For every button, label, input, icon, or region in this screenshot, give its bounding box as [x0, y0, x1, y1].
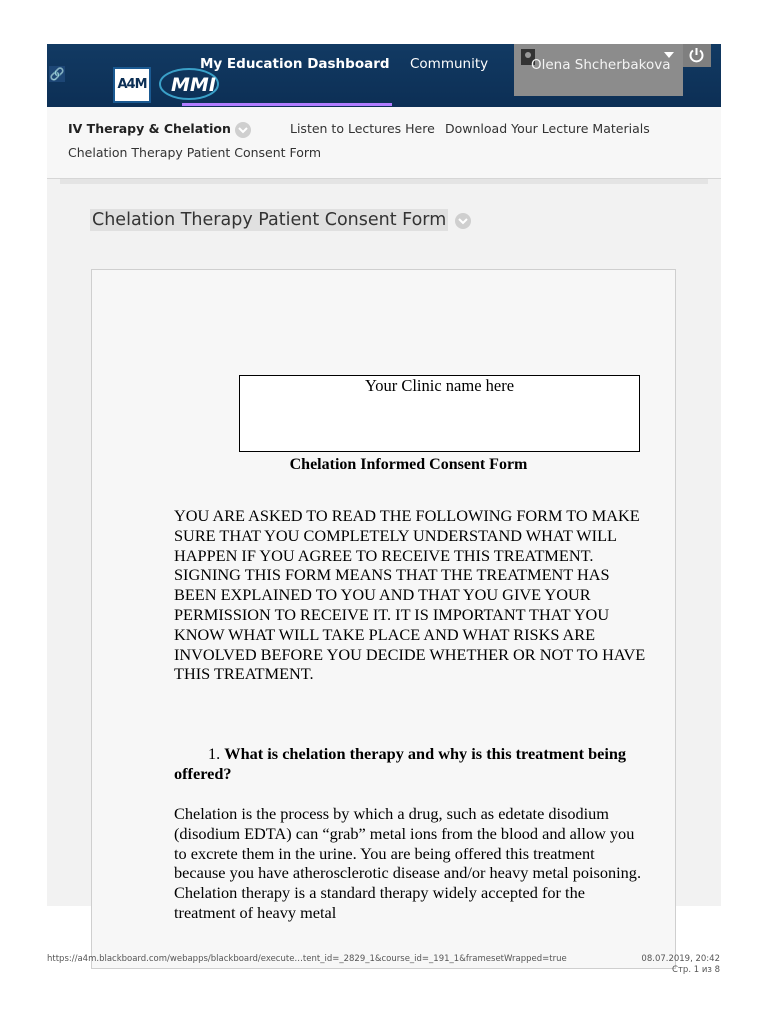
breadcrumb-listen-lectures[interactable]: Listen to Lectures Here	[290, 121, 435, 136]
print-footer-datetime: 08.07.2019, 20:42	[641, 954, 720, 964]
top-nav-bar	[47, 44, 721, 107]
logout-button[interactable]	[683, 44, 711, 67]
link-icon[interactable]: 🔗	[49, 67, 65, 81]
user-menu[interactable]	[514, 44, 683, 96]
print-footer-page-number: Стр. 1 из 8	[672, 965, 720, 975]
document-viewer[interactable]	[91, 269, 676, 969]
breadcrumb	[47, 107, 721, 179]
breadcrumb-download-materials[interactable]: Download Your Lecture Materials	[445, 121, 650, 136]
user-name: Olena Shcherbakova	[531, 57, 671, 73]
question-1	[174, 744, 654, 784]
browser-content	[47, 44, 721, 922]
mmi-logo-text: MMI	[171, 74, 216, 96]
form-title: Chelation Informed Consent Form	[289, 456, 528, 473]
clinic-name-box	[239, 375, 640, 452]
nav-community[interactable]: Community	[410, 56, 489, 72]
power-icon	[688, 47, 705, 64]
nav-active-indicator	[182, 103, 392, 106]
clinic-name-placeholder: Your Clinic name here	[364, 376, 515, 395]
breadcrumb-course[interactable]: IV Therapy & Chelation	[68, 121, 231, 136]
intro-paragraph: YOU ARE ASKED TO READ THE FOLLOWING FORM TO MAKE SURE THAT YOU COMPLETELY UNDERSTAND WHAT WILL HAPPEN IF YOU AGREE TO RECEIVE THIS TREATMENT. SIGNING THIS FORM MEANS THAT THE TREATMENT HAS BEEN EXPLAINED TO YOU AND THAT YOU GIVE YOUR PERMISSION TO RECEIVE IT. IT IS IMPORTANT THAT YOU KNOW WHAT WILL TAKE PLACE AND WHAT RISKS ARE INVOLVED BEFORE YOU DECIDE WHETHER OR NOT TO HAVE THIS TREATMENT.	[174, 506, 646, 684]
nav-my-education-dashboard[interactable]: My Education Dashboard	[200, 56, 390, 72]
chevron-down-icon	[664, 52, 674, 58]
page-menu-chevron-icon[interactable]	[455, 213, 471, 229]
divider	[60, 179, 708, 184]
breadcrumb-current-page: Chelation Therapy Patient Consent Form	[68, 145, 322, 160]
course-menu-chevron-icon[interactable]	[235, 122, 251, 138]
body-paragraph: Chelation is the process by which a drug, such as edetate disodium (disodium EDTA) can “grab” metal ions from the blood and allow you to excrete them in the urine. You are being offered this treatment because you have atherosclerotic disease and/or heavy metal poisoning. Chelation therapy is a standard therapy widely accepted for the treatment of heavy metal	[174, 804, 642, 922]
print-footer-url: https://a4m.blackboard.com/webapps/blackboard/execute…tent_id=_2829_1&course_id=_191_1&framesetWrapped=true	[47, 954, 567, 964]
question-text: What is chelation therapy and why is this treatment being offered?	[174, 744, 627, 783]
a4m-logo[interactable]: A4M	[113, 67, 151, 103]
page-title: Chelation Therapy Patient Consent Form	[92, 210, 447, 230]
question-number: 1.	[208, 744, 221, 763]
